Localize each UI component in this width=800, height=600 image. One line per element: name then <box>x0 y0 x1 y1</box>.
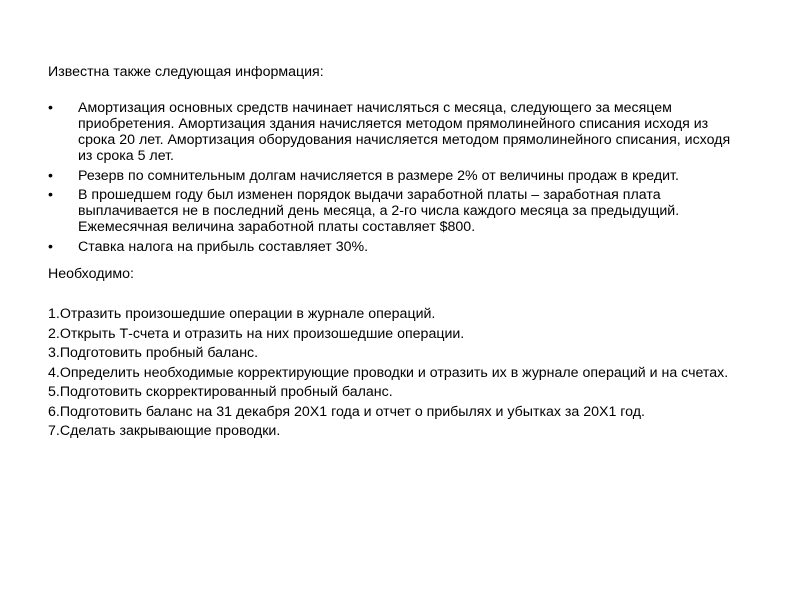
info-bullet-text: Ставка налога на прибыль составляет 30%. <box>78 238 369 255</box>
task-item: 3.Подготовить пробный баланс. <box>48 345 259 361</box>
info-bullet-item <box>48 187 748 235</box>
task-item: 2.Открыть Т-счета и отразить на них произошедшие операции. <box>48 325 465 342</box>
task-item: 6.Подготовить баланс на 31 декабря 20X1 года и отчет о прибылях и убытках за 20X1 год. <box>48 403 645 420</box>
task-list <box>48 306 748 443</box>
section-heading: Необходимо: <box>48 266 134 282</box>
bullet-icon: • <box>48 187 53 203</box>
info-bullet-text: Резерв по сомнительным долгам начисляется в размере 2% от величины продаж в кредит. <box>78 167 679 184</box>
intro-text: Известна также следующая информация: <box>48 64 324 80</box>
task-item: 4.Определить необходимые корректирующие проводки и отразить их в журнале операций и на счетах. <box>48 364 729 381</box>
task-item: 7.Сделать закрывающие проводки. <box>48 423 281 439</box>
task-item: 1.Отразить произошедшие операции в журнале операций. <box>48 306 436 322</box>
info-bullet-list <box>48 100 748 258</box>
bullet-icon: • <box>48 238 53 255</box>
bullet-icon: • <box>48 100 53 116</box>
info-bullet-item <box>48 168 748 184</box>
bullet-icon: • <box>48 167 53 184</box>
task-item: 5.Подготовить скорректированный пробный баланс. <box>48 384 393 400</box>
info-bullet-text: В прошедшем году был изменен порядок выдачи заработной платы – заработная плата выплачивается не в последний день месяца, а 2-го числа каждого месяца за предыдущий. Ежемесячная величина заработной платы составляет $800. <box>78 187 680 235</box>
info-bullet-text: Амортизация основных средств начинает начисляться с месяца, следующего за месяцем приобретения. Амортизация здания начисляется методом прямолинейного списания исходя из срока 20 лет. Амортизация оборудования начисляется методом прямолинейного списания, исходя из срока 5 лет. <box>78 100 731 164</box>
info-bullet-item <box>48 239 748 255</box>
info-bullet-item <box>48 100 748 164</box>
